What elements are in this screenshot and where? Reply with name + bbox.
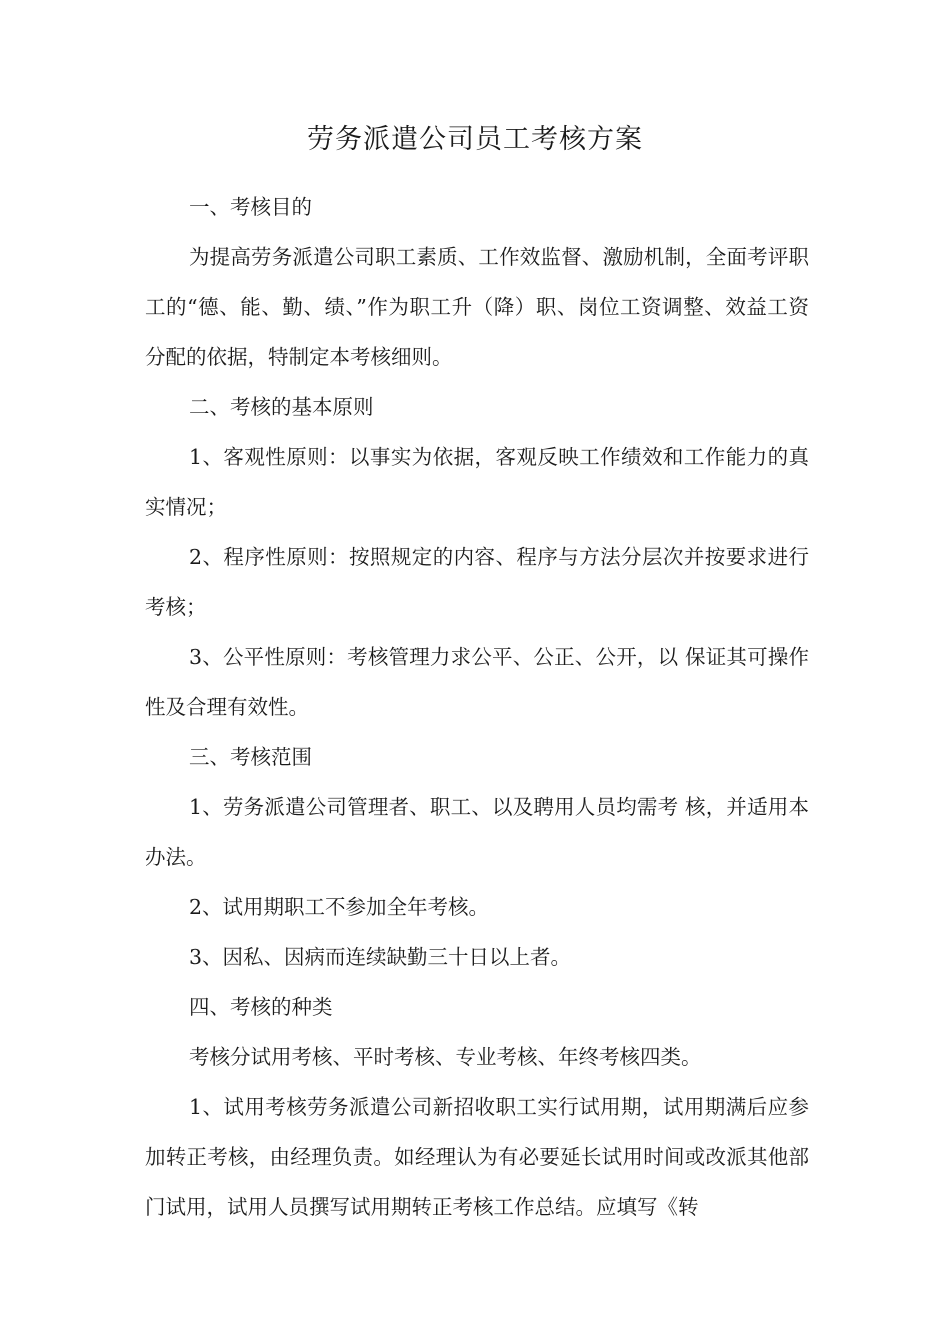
paragraph-principle-objective: 1、客观性原则：以事实为依据，客观反映工作绩效和工作能力的真实情况； [145, 445, 809, 519]
section-heading-scope: 三、考核范围 [189, 745, 312, 769]
document-title: 劳务派遣公司员工考核方案 [307, 124, 643, 155]
section-heading-purpose: 一、考核目的 [189, 195, 312, 219]
paragraph-principle-procedural: 2、程序性原则：按照规定的内容、程序与方法分层次并按要求进行考核； [145, 545, 809, 619]
section-heading-types: 四、考核的种类 [189, 995, 333, 1019]
paragraph-scope-1: 1、劳务派遣公司管理者、职工、以及聘用人员均需考 核，并适用本办法。 [145, 795, 809, 869]
paragraph-purpose: 为提高劳务派遣公司职工素质、工作效监督、激励机制，全面考评职工的“德、能、勤、绩、”作为职工升（降）职、岗位工资调整、效益工资分配的依据，特制定本考核细则。 [145, 245, 809, 369]
paragraph-types-intro: 考核分试用考核、平时考核、专业考核、年终考核四类。 [189, 1045, 702, 1069]
paragraph-scope-2: 2、试用期职工不参加全年考核。 [189, 895, 490, 919]
document-body [145, 182, 809, 1232]
section-heading-principles: 二、考核的基本原则 [189, 395, 374, 419]
paragraph-scope-3: 3、因私、因病而连续缺勤三十日以上者。 [189, 945, 572, 969]
paragraph-principle-fairness: 3、公平性原则：考核管理力求公平、公正、公开，以 保证其可操作性及合理有效性。 [145, 645, 809, 719]
paragraph-types-probation: 1、试用考核劳务派遣公司新招收职工实行试用期，试用期满后应参加转正考核，由经理负责。如经理认为有必要延长试用时间或改派其他部门试用，试用人员撰写试用期转正考核工作总结。应填写《转 [145, 1095, 809, 1219]
